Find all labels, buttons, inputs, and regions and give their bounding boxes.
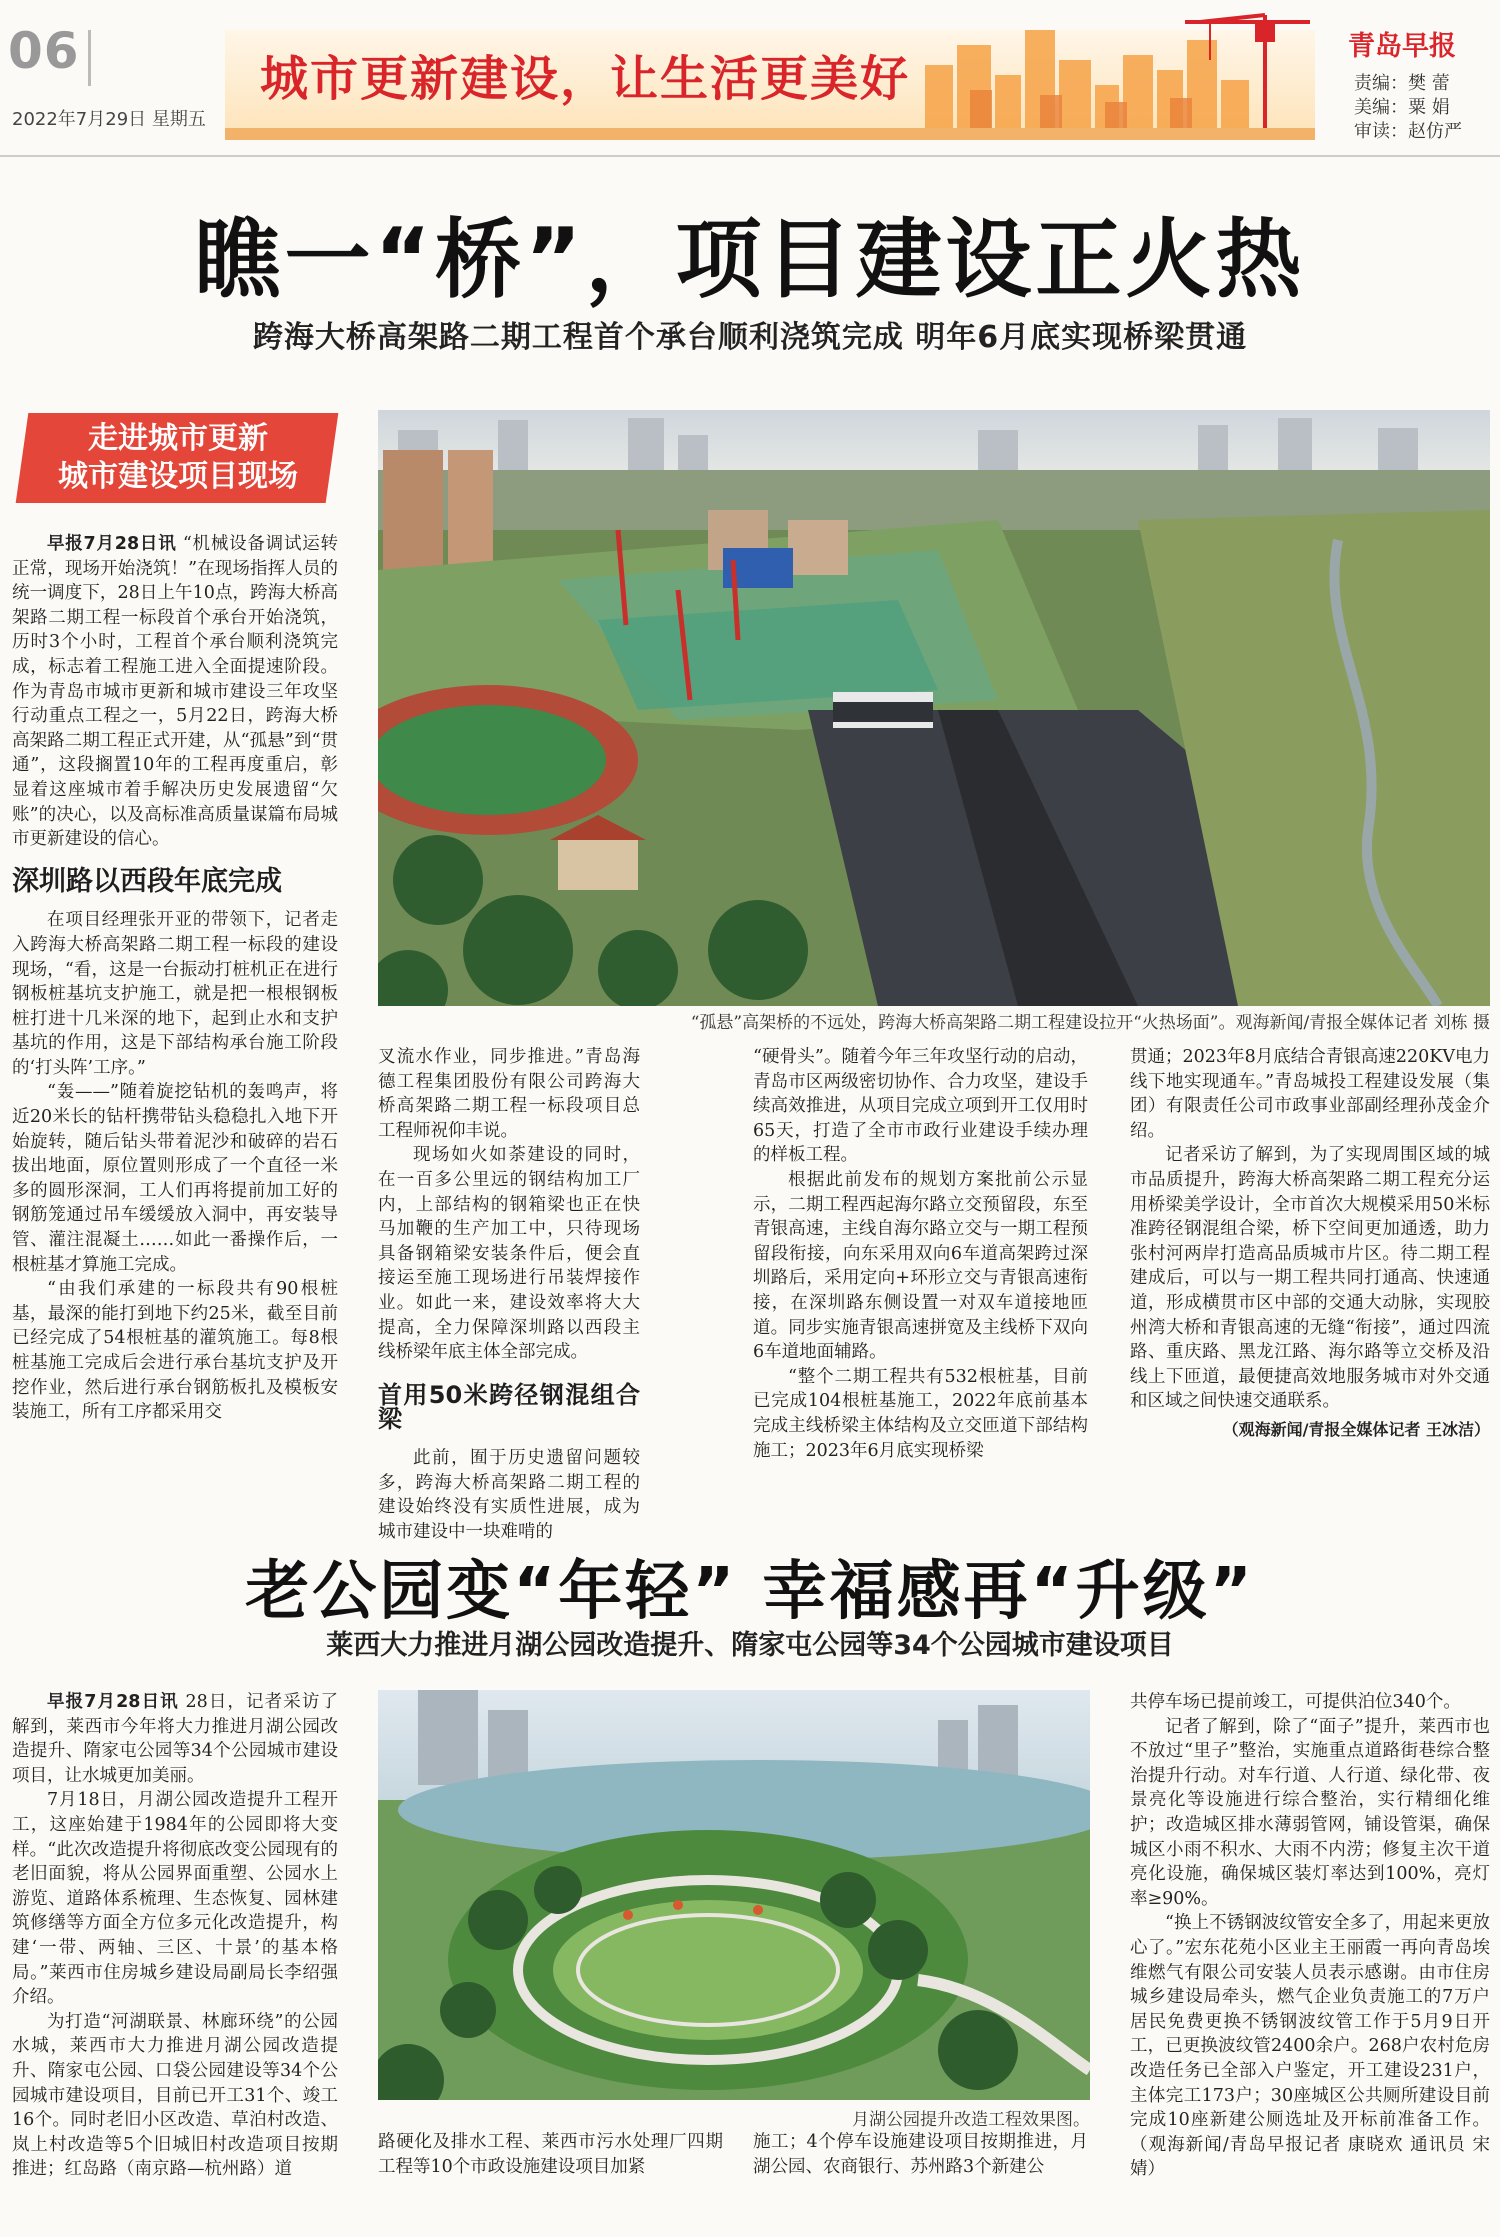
paragraph: “整个二期工程共有532根桩基，目前已完成104根桩基施工，2022年底前基本完成主线桥梁主体结构及立交匝道下部结构施工；2023年6月底实现桥梁 (753, 1366, 1088, 1461)
article2-column-4 (1130, 1690, 1490, 2182)
paragraph: “硬骨头”。随着今年三年攻坚行动的启动，青岛市区两级密切协作、合力攻坚，建设手续高效推进，从项目完成立项到开工仅用时65天，打造了全市市政行业建设手续办理的样板工程。 (753, 1047, 1088, 1166)
issue-date: 2022年7月29日 星期五 (12, 109, 206, 130)
article1-column-1 (12, 532, 338, 1425)
banner-title: 城市更新建设，让生活更美好 (260, 51, 911, 107)
section-heading: 首用50米跨径钢混组合梁 (378, 1380, 640, 1434)
photo-caption: 月湖公园提升改造工程效果图。 (852, 2110, 1090, 2130)
article1-column-2 (378, 1045, 640, 1544)
editor-credit: 责编：樊 蕾 (1354, 73, 1450, 94)
paragraph: 在项目经理张开亚的带领下，记者走入跨海大桥高架路二期工程一标段的建设现场，“看，这是一台振动打桩机正在进行钢板桩基坑支护施工，就是把一根根钢板桩打进十几米深的地下，起到止水和支护基坑的作用，这是下部结构承台施工阶段的‘打头阵’工序。” (12, 910, 338, 1078)
paragraph: 共停车场已提前竣工，可提供泊位340个。 (1130, 1692, 1461, 1712)
paragraph: 记者采访了解到，为了实现周围区域的城市品质提升，跨海大桥高架路二期工程充分运用桥梁美学设计，全市首次大规模采用50米标准跨径钢混组合梁，桥下空间更加通透，助力张村河两岸打造高品质城市片区。待二期工程建成后，可以与一期工程共同打通高、快速通道，形成横贯市区中部的交通大动脉，实现胶州湾大桥和青银高速的无缝“衔接”，通过四流路、重庆路、黑龙江路、海尔路等立交桥及沿线上下匝道，最便捷高效地服务城市对外交通和区域之间快速交通联系。 (1130, 1145, 1490, 1412)
article2-headline: 老公园变“年轻” 幸福感再“升级” (245, 1555, 1255, 1629)
paragraph: 为打造“河湖联景、林廊环绕”的公园水城，莱西市大力推进月湖公园改造提升、隋家屯公园、口袋公园建设等34个公园城市建设项目，目前已开工31个、竣工16个。同时老旧小区改造、草泊村改造、岚上村改造等5个旧城旧村改造项目按期推进；红岛路（南京路—杭州路）道 (12, 2011, 338, 2180)
section-heading: 深圳路以西段年底完成 (12, 865, 282, 897)
article2-column-2 (378, 2130, 723, 2179)
article2-subhead: 莱西大力推进月湖公园改造提升、隋家屯公园等34个公园城市建设项目 (326, 1630, 1174, 1661)
article2-column-3 (753, 2130, 1088, 2179)
dateline: 早报7月28日讯 (47, 534, 177, 554)
paragraph: 7月18日，月湖公园改造提升工程开工，这座始建于1984年的公园即将大变样。“此次改造提升将彻底改变公园现有的老旧面貌，将从公园界面重塑、公园水上游览、道路体系梳理、生态恢复、园林建筑修缮等方面全方位多元化改造提升，构建‘一带、两轴、三区、十景’的基本格局。”莱西市住房城乡建设局副局长李绍强介绍。 (12, 1790, 338, 2008)
paragraph: “机械设备调试运转正常，现场开始浇筑！”在现场指挥人员的统一调度下，28日上午10点，跨海大桥高架路二期工程一标段首个承台开始浇筑，历时3个小时，工程首个承台顺利浇筑完成，标志着工程施工进入全面提速阶段。作为青岛市城市更新和城市建设三年攻坚行动重点工程之一，5月22日，跨海大桥高架路二期工程正式开建，从“孤悬”到“贯通”，这段搁置10年的工程再度重启，彰显着这座城市着手解决历史发展遗留“欠账”的决心，以及高标准高质量谋篇布局城市更新建设的信心。 (12, 534, 338, 850)
editor-credit: 美编：粟 娟 (1354, 97, 1450, 118)
paragraph: 记者了解到，除了“面子”提升，莱西市也不放过“里子”整治，实施重点道路街巷综合整治提升行动。对车行道、人行道、绿化带、夜景亮化等设施进行综合整治，实行精细化维护；改造城区排水薄弱管网，铺设管渠，确保城区小雨不积水、大雨不内涝；修复主次干道亮化设施，确保城区装灯率达到100%，亮灯率≥90%。 (1130, 1716, 1490, 1909)
editor-credits (1354, 72, 1462, 144)
paragraph: 28日，记者采访了解到，莱西市今年将大力推进月湖公园改造提升、隋家屯公园等34个公园城市建设项目，让水城更加美丽。 (12, 1692, 338, 1786)
page-number: 06 (8, 22, 80, 80)
kicker-text (28, 420, 328, 496)
construction-site-photo (378, 410, 1490, 1006)
paragraph: 施工；4个停车设施建设项目按期推进，月湖公园、农商银行、苏州路3个新建公 (753, 2132, 1088, 2177)
paragraph: 现场如火如荼建设的同时，在一百多公里远的钢结构加工厂内，上部结构的钢箱梁也正在快马加鞭的生产加工中，只待现场具备钢箱梁安装条件后，便会直接运至施工现场进行吊装焊接作业。如此一来，建设效率将大大提高，全力保障深圳路以西段主线桥梁年底主体全部完成。 (378, 1145, 640, 1363)
byline: （观海新闻/青报全媒体记者 王冰洁） (1222, 1419, 1490, 1439)
dateline: 早报7月28日讯 (47, 1692, 179, 1712)
divider (0, 155, 1500, 157)
article1-column-4 (1130, 1045, 1490, 1443)
paragraph: 贯通；2023年8月底结合青银高速220KV电力线下地实现通车。”青岛城投工程建设发展（集团）有限责任公司市政事业部副经理孙茂金介绍。 (1130, 1047, 1490, 1141)
editor-credit: 审读：赵仿严 (1354, 121, 1462, 142)
article1-column-3 (753, 1045, 1088, 1463)
park-rendering-photo (378, 1690, 1090, 2100)
photo-caption: “孤悬”高架桥的不远处，跨海大桥高架路二期工程建设拉开“火热场面”。观海新闻/青报全媒体记者 刘栋 摄 (690, 1013, 1490, 1033)
paragraph: “由我们承建的一标段共有90根桩基，最深的能打到地下约25米，截至目前已经完成了54根桩基的灌筑施工。每8根桩基施工完成后会进行承台基坑支护及开挖作业，然后进行承台钢筋板扎及模板安装施工，所有工序都采用交 (12, 1279, 338, 1423)
paragraph: 根据此前发布的规划方案批前公示显示，二期工程西起海尔路立交预留段，东至青银高速，主线自海尔路立交与一期工程预留段衔接，向东采用双向6车道高架跨过深圳路后，采用定向+环形立交与青银高速衔接，在深圳路东侧设置一对双车道接地匝道。同步实施青银高速拼宽及主线桥下双向6车道地面辅路。 (753, 1169, 1088, 1363)
kicker-line: 城市建设项目现场 (58, 459, 298, 494)
article1-headline: 瞧一“桥”，项目建设正火热 (194, 210, 1306, 310)
masthead (0, 0, 1500, 150)
newspaper-logo: 青岛早报 (1348, 31, 1456, 62)
paragraph: 叉流水作业，同步推进。”青岛海德工程集团股份有限公司跨海大桥高架路二期工程一标段项目总工程师祝仰丰说。 (378, 1047, 640, 1141)
paragraph: 此前，囿于历史遗留问题较多，跨海大桥高架路二期工程的建设始终没有实质性进展，成为城市建设中一块难啃的 (378, 1447, 640, 1542)
paragraph: “轰——”随着旋挖钻机的轰鸣声，将近20米长的钻杆携带钻头稳稳扎入地下开始旋转，随后钻头带着泥沙和破碎的岩石拔出地面，原位置则形成了一个直径一米多的圆形深洞，工人们再将提前加工好的钢筋笼通过吊车缓缓放入洞中，再安装导管、灌注混凝土……如此一番操作后，一根桩基才算施工完成。 (12, 1082, 338, 1275)
divider (88, 30, 91, 86)
kicker-line: 走进城市更新 (88, 421, 268, 456)
paragraph: 路硬化及排水工程、莱西市污水处理厂四期工程等10个市政设施建设项目加紧 (378, 2132, 723, 2177)
paragraph: “换上不锈钢波纹管安全多了，用起来更放心了。”宏东花苑小区业主王丽霞一再向青岛埃维燃气有限公司安装人员表示感谢。由市住房城乡建设局牵头，燃气企业负责施工的7万户居民免费更换不锈钢波纹管工作于5月9日开工，已更换波纹管2400余户。268户农村危房改造任务已全部入户鉴定，开工建设231户，主体完工173户；30座城区公共厕所建设目前完成10座新建公厕选址及开标前准备工作。（观海新闻/青岛早报记者 康晓欢 通讯员 宋婧） (1130, 1913, 1490, 2180)
article2-column-1 (12, 1690, 338, 2182)
article1-subhead: 跨海大桥高架路二期工程首个承台顺利浇筑完成 明年6月底实现桥梁贯通 (252, 320, 1248, 355)
